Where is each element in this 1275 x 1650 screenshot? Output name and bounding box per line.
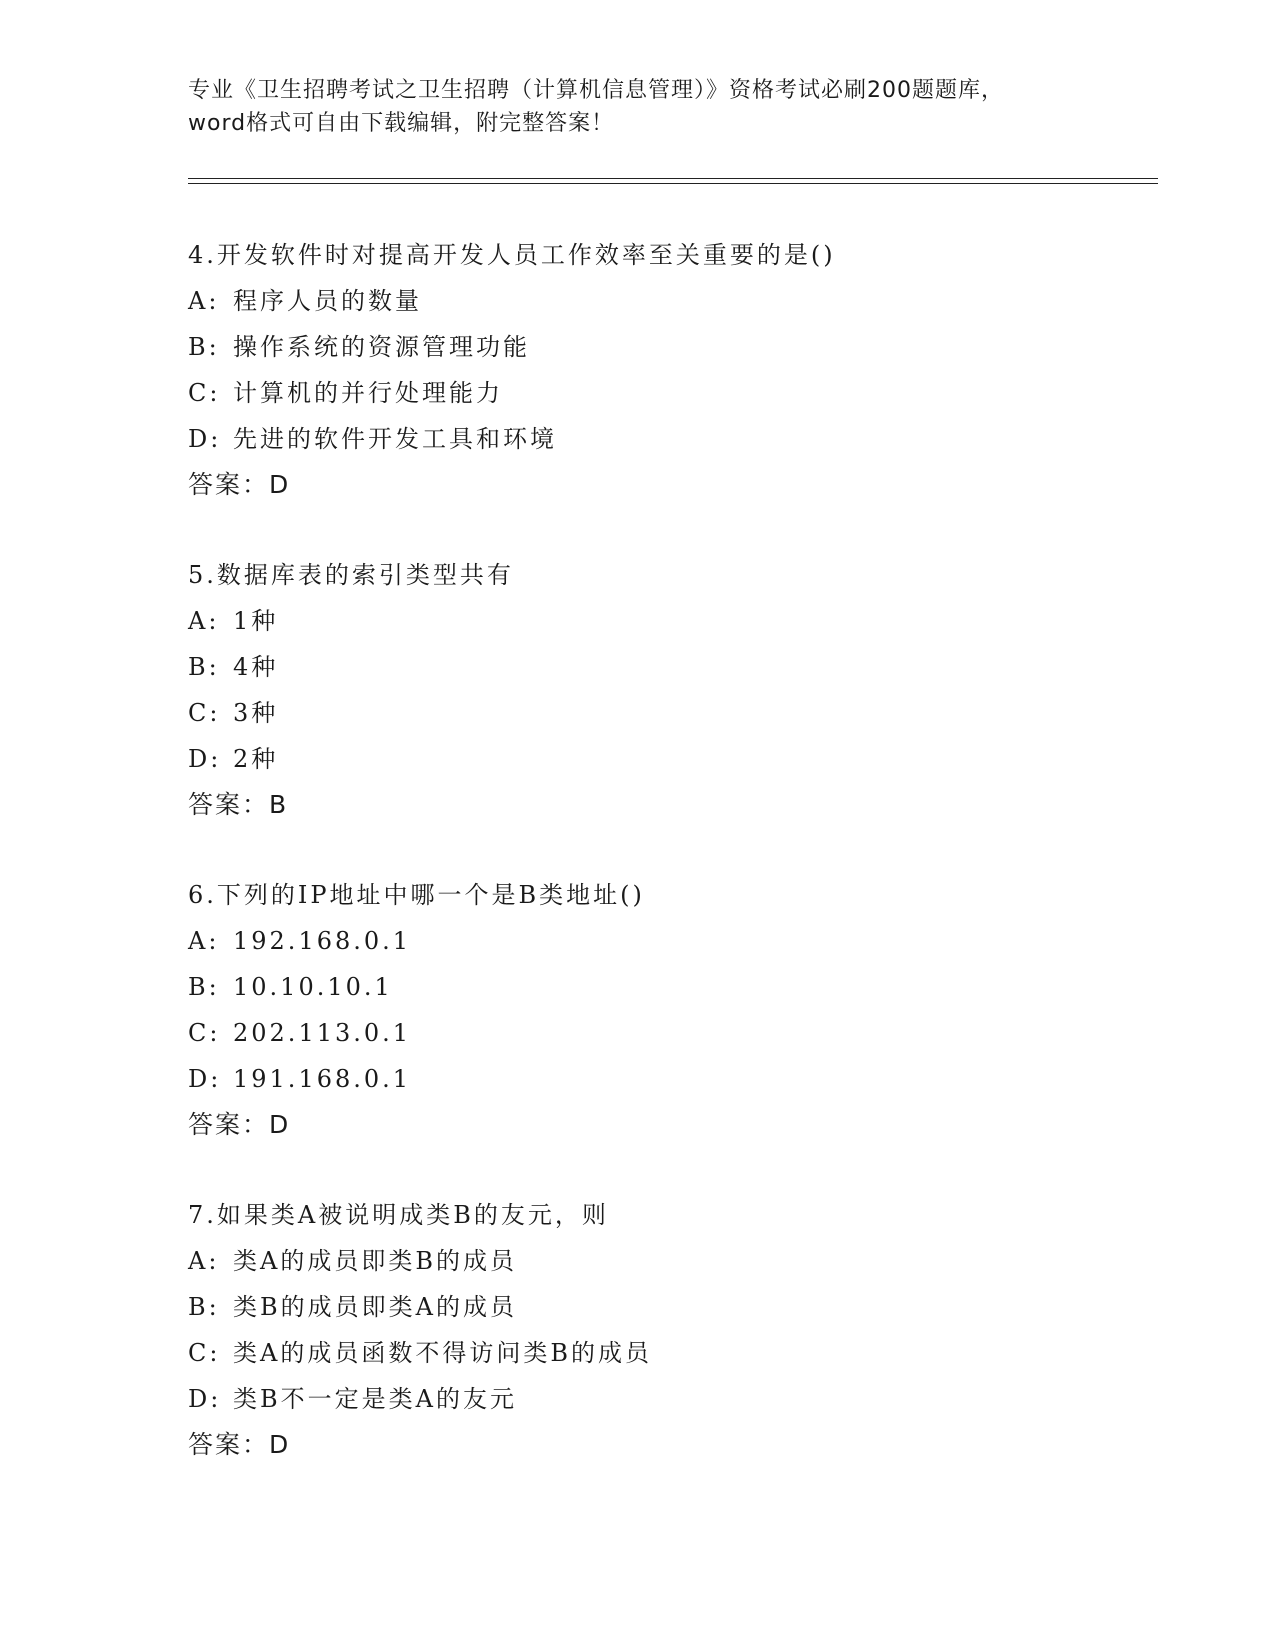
option-text: 类B的成员即类A的成员 bbox=[233, 1293, 517, 1321]
option-text: 类B不一定是类A的友元 bbox=[233, 1385, 517, 1413]
option-c bbox=[188, 1010, 1158, 1056]
option-key: B: bbox=[188, 973, 220, 1001]
option-text: 3种 bbox=[233, 699, 279, 727]
question-stem: 7.如果类A被说明成类B的友元，则 bbox=[188, 1201, 609, 1229]
option-a bbox=[188, 1238, 1158, 1284]
header-divider-bottom bbox=[188, 183, 1158, 184]
option-key: C: bbox=[188, 1019, 221, 1047]
option-d bbox=[188, 416, 1158, 462]
question-item bbox=[188, 232, 1158, 508]
option-text: 192.168.0.1 bbox=[233, 927, 412, 955]
header-divider-top bbox=[188, 178, 1158, 179]
question-list bbox=[188, 232, 1158, 1512]
option-key: C: bbox=[188, 699, 221, 727]
option-text: 先进的软件开发工具和环境 bbox=[233, 425, 557, 453]
option-key: A: bbox=[188, 1247, 220, 1275]
option-text: 1种 bbox=[233, 607, 279, 635]
option-key: A: bbox=[188, 927, 220, 955]
option-c bbox=[188, 1330, 1158, 1376]
option-key: A: bbox=[188, 287, 220, 315]
question-stem: 6.下列的IP地址中哪一个是B类地址() bbox=[188, 881, 645, 909]
option-text: 操作系统的资源管理功能 bbox=[233, 333, 530, 361]
option-a bbox=[188, 598, 1158, 644]
option-key: B: bbox=[188, 653, 220, 681]
option-text: 类A的成员即类B的成员 bbox=[233, 1247, 517, 1275]
option-d bbox=[188, 1376, 1158, 1422]
option-d bbox=[188, 736, 1158, 782]
option-key: D: bbox=[188, 425, 222, 453]
option-key: A: bbox=[188, 607, 220, 635]
option-text: 191.168.0.1 bbox=[233, 1065, 412, 1093]
option-b bbox=[188, 964, 1158, 1010]
option-key: C: bbox=[188, 379, 221, 407]
header-line-2: word格式可自由下载编辑，附完整答案！ bbox=[188, 111, 615, 136]
option-text: 202.113.0.1 bbox=[233, 1019, 412, 1047]
option-d bbox=[188, 1056, 1158, 1102]
option-text: 2种 bbox=[233, 745, 279, 773]
option-a bbox=[188, 278, 1158, 324]
header-line-1: 专业《卫生招聘考试之卫生招聘（计算机信息管理）》资格考试必刷200题题库， bbox=[188, 78, 1004, 103]
option-text: 10.10.10.1 bbox=[233, 973, 393, 1001]
option-text: 4种 bbox=[233, 653, 279, 681]
question-item bbox=[188, 552, 1158, 828]
option-key: B: bbox=[188, 333, 220, 361]
question-item bbox=[188, 1192, 1158, 1468]
option-b bbox=[188, 644, 1158, 690]
option-key: C: bbox=[188, 1339, 221, 1367]
answer-line: 答案：B bbox=[188, 790, 289, 819]
option-a bbox=[188, 918, 1158, 964]
option-key: D: bbox=[188, 1065, 222, 1093]
option-key: D: bbox=[188, 745, 222, 773]
option-b bbox=[188, 324, 1158, 370]
question-stem: 4.开发软件时对提高开发人员工作效率至关重要的是() bbox=[188, 241, 836, 269]
option-b bbox=[188, 1284, 1158, 1330]
question-stem: 5.数据库表的索引类型共有 bbox=[188, 561, 514, 589]
answer-line: 答案：D bbox=[188, 470, 291, 499]
option-text: 类A的成员函数不得访问类B的成员 bbox=[233, 1339, 652, 1367]
question-item bbox=[188, 872, 1158, 1148]
option-key: D: bbox=[188, 1385, 222, 1413]
document-header bbox=[188, 74, 1088, 140]
option-text: 计算机的并行处理能力 bbox=[233, 379, 503, 407]
option-c bbox=[188, 370, 1158, 416]
option-key: B: bbox=[188, 1293, 220, 1321]
answer-line: 答案：D bbox=[188, 1430, 291, 1459]
option-text: 程序人员的数量 bbox=[233, 287, 422, 315]
answer-line: 答案：D bbox=[188, 1110, 291, 1139]
option-c bbox=[188, 690, 1158, 736]
